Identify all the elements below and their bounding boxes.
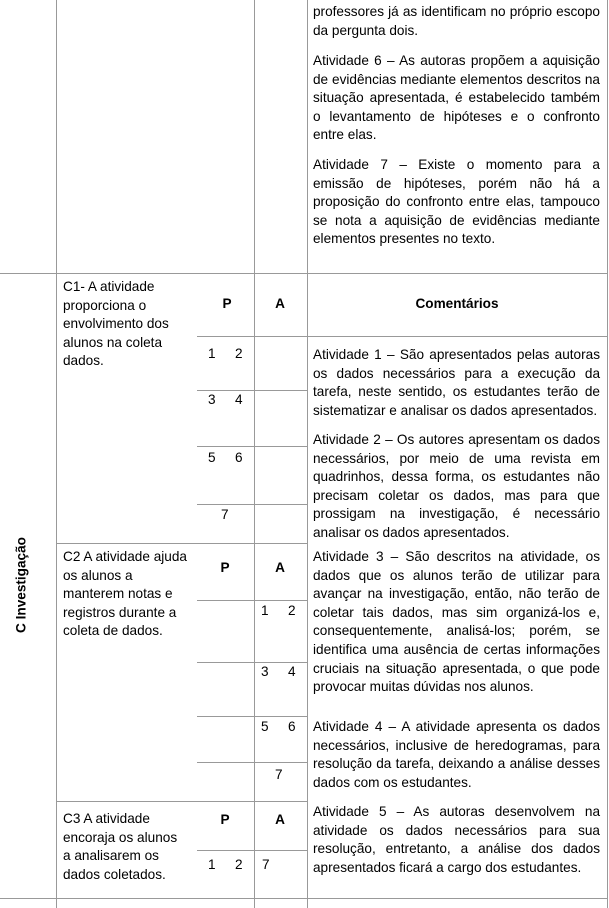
comment-activity-7: Atividade 7 – Existe o momento para a emissão de hipóteses, porém não há a proposição do confronto entre elas, tampouco se nota a aquisição de evidências mediante elementos presentes no texto. [313,157,600,247]
c2-a-number: 4 [288,664,296,679]
c2-a-divider-1 [197,600,307,601]
c1-p-number: 6 [235,450,243,465]
c2-a-number: 7 [275,767,283,782]
col-divider-comments [307,0,308,908]
col-divider-pa [254,0,255,908]
comment-activity-2: Atividade 2 – Os autores apresentam os dados necessários, por meio de uma revista em quadrinhos, dessa forma, os estudantes não precisam coletar os dados, mas para que prossigam na investigação, é necessário analisar os dados apresentados. [313,432,600,540]
c1-header-divider [197,336,608,337]
c3-a-number: 7 [262,857,270,872]
header-a-c1: A [275,296,285,311]
c1-p-number: 7 [221,507,229,522]
c2-a-number: 5 [261,719,269,734]
c2-a-number: 2 [288,603,296,618]
comment-activity-4: Atividade 4 – A atividade apresenta os dados necessários, inclusive de heredogramas, para resolução da tarefa, deixando a análise desses dados com os estudantes. [313,719,600,790]
c1-p-number: 3 [208,392,216,407]
comment-activity-5: Atividade 5 – As autoras desenvolvem na atividade os dados necessários para sua resolução, entretanto, a análise dos dados apresentados ficará a cargo dos estudantes. [313,804,600,875]
criterion-c2: C2 A atividade ajuda os alunos a manterem notas e registros durante a coleta de dados. [63,549,187,639]
comment-activity-3: Atividade 3 – São descritos na atividade, os dados que os alunos terão de utilizar para avançar na investigação, então, não terão de coletar tais dados, mas sim organizá-los e, consequentemente, analisá-los; porém, se identifica uma ausência de certas informações cruciais na situação apresentada, o que pode provocar muitas dúvidas nos alunos. [313,549,600,695]
c2-a-number: 1 [261,603,269,618]
c3-p-number: 1 [208,857,216,872]
c2-c3-divider [56,801,307,802]
header-comments: Comentários [415,296,499,311]
row-divider-bottom [0,898,608,899]
c2-a-divider-3 [197,716,307,717]
header-p-c2: P [220,560,230,575]
c2-a-divider-4 [197,762,307,763]
header-a-c2: A [275,560,285,575]
c2-a-divider-2 [197,662,307,663]
c1-p-divider-3 [197,504,307,505]
header-p-c3: P [220,812,230,827]
comment-activity-1: Atividade 1 – São apresentados pelas autoras os dados necessários para a execução da tarefa, neste sentido, os estudantes terão de sistematizar e analisar os dados apresentados. [313,347,600,418]
comment-continuation: professores já as identificam no próprio escopo da pergunta dois. [313,4,600,38]
header-a-c3: A [275,812,285,827]
col-divider-left [56,0,57,908]
c1-p-number: 1 [208,346,216,361]
c1-c2-divider [56,543,307,544]
c2-a-number: 6 [288,719,296,734]
c3-p-number: 2 [235,857,243,872]
header-p-c1: P [222,296,232,311]
c1-p-number: 4 [235,392,243,407]
criterion-c1: C1- A atividade proporciona o envolvimento dos alunos na coleta dados. [63,279,169,369]
dimension-label: C Investigação [13,537,29,633]
c1-p-divider-1 [197,390,307,391]
c1-p-divider-2 [197,446,307,447]
c3-header-divider [197,850,307,851]
criterion-c3: C3 A atividade encoraja os alunos a analisarem os dados coletados. [63,811,178,882]
c1-p-number: 2 [235,346,243,361]
comment-activity-6: Atividade 6 – As autoras propõem a aquisição de evidências mediante elementos descritos na situação apresentada, é estabelecido também o levantamento de hipóteses e o confronto entre elas. [313,53,600,143]
table-right-border [607,0,608,908]
row-divider-top [0,273,608,274]
c2-a-number: 3 [261,664,269,679]
c1-p-number: 5 [208,450,216,465]
